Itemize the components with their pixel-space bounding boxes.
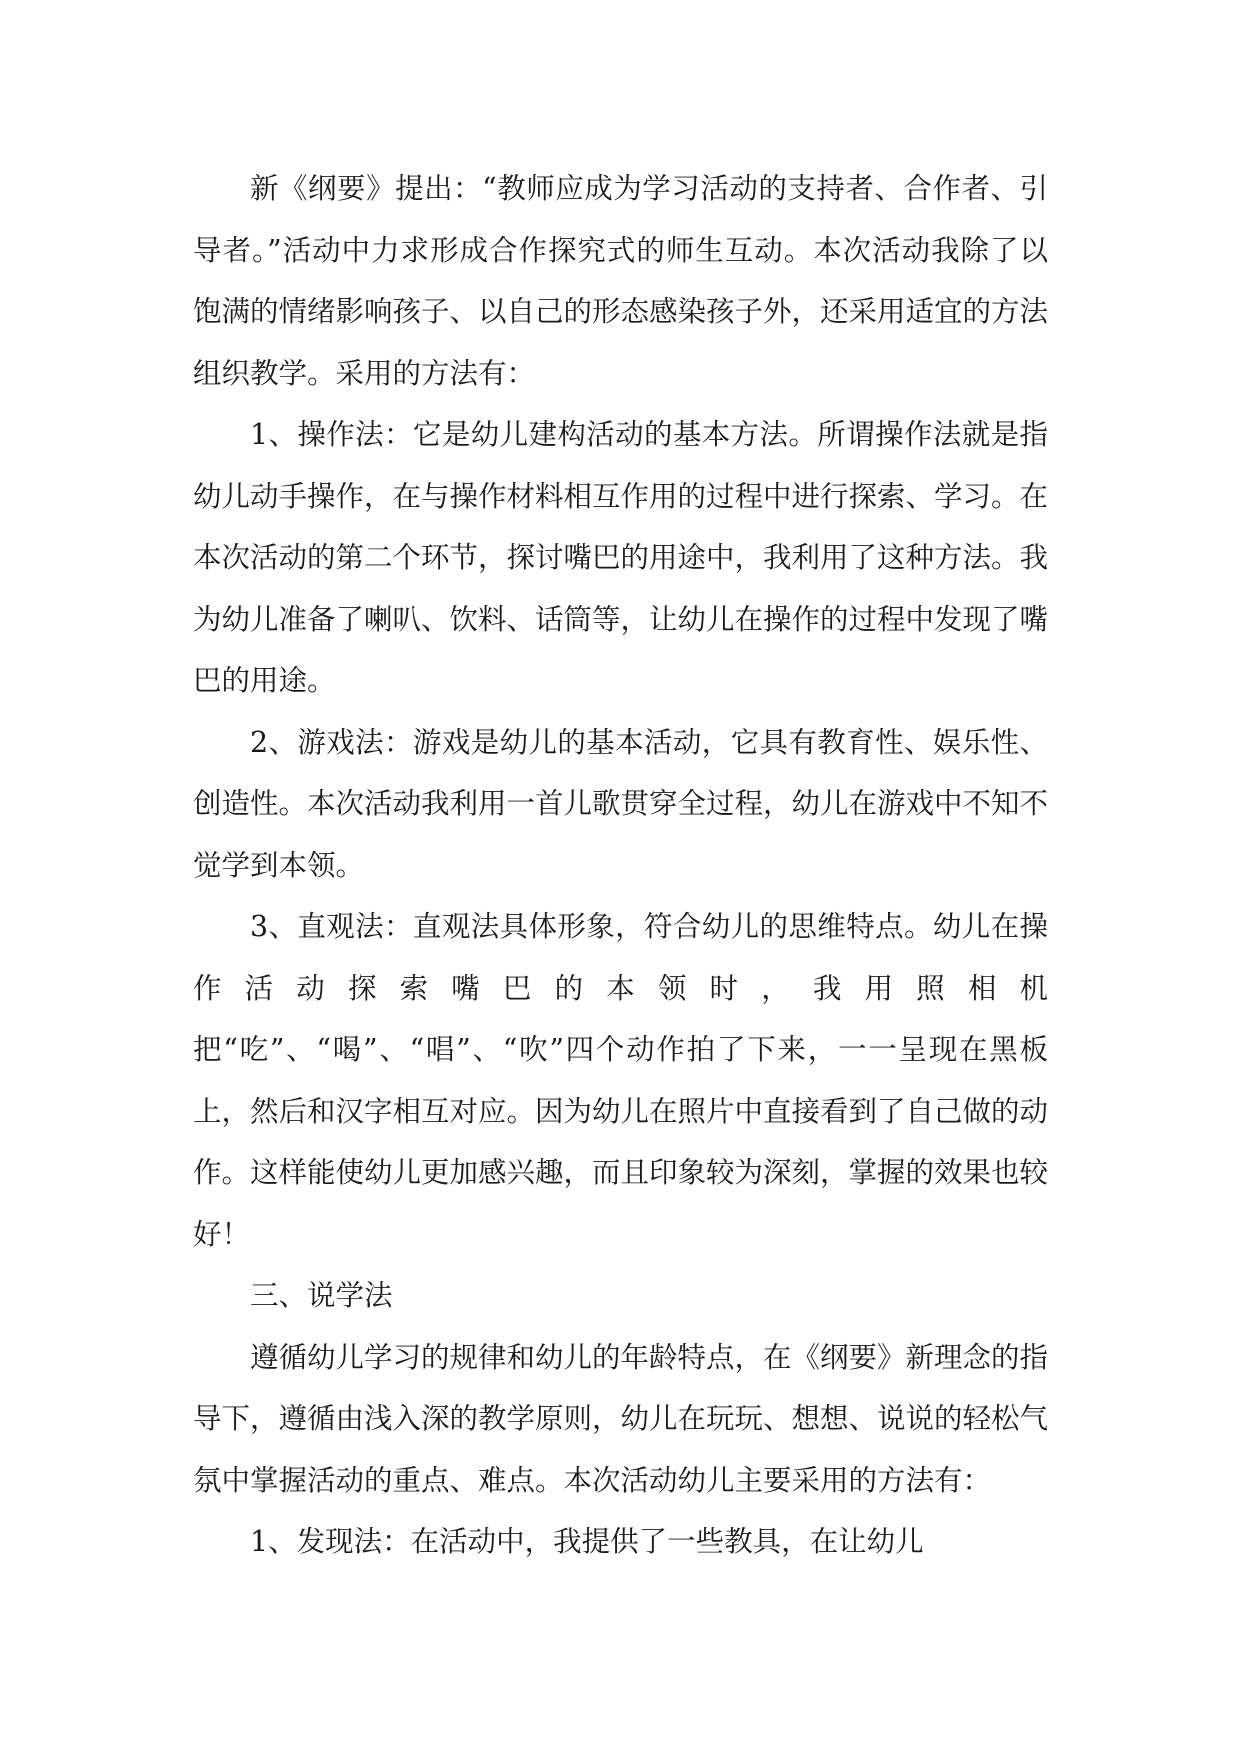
paragraph-intro: 新《纲要》提出：“教师应成为学习活动的支持者、合作者、引导者。”活动中力求形成合作探究式的师生互动。本次活动我除了以饱满的情绪影响孩子、以自己的形态感染孩子外，还采用适宜的方法组织教学。采用的方法有： (193, 172, 1049, 390)
paragraph-discovery-method: 1、发现法：在活动中，我提供了一些教具，在让幼儿 (250, 1525, 924, 1558)
paragraph-operation-method: 1、操作法：它是幼儿建构活动的基本方法。所谓操作法就是指幼儿动手操作，在与操作材料相互作用的过程中进行探索、学习。在本次活动的第二个环节，探讨嘴巴的用途中，我利用了这种方法。我为幼儿准备了喇叭、饮料、话筒等，让幼儿在操作的过程中发现了嘴巴的用途。 (193, 418, 1049, 697)
document-body (193, 158, 1048, 1573)
section-heading-learning-methods: 三、说学法 (250, 1279, 393, 1312)
paragraph-learning-intro: 遵循幼儿学习的规律和幼儿的年龄特点，在《纲要》新理念的指导下，遵循由浅入深的教学原则，幼儿在玩玩、想想、说说的轻松气氛中掌握活动的重点、难点。本次活动幼儿主要采用的方法有： (193, 1340, 1049, 1497)
paragraph-game-method: 2、游戏法：游戏是幼儿的基本活动，它具有教育性、娱乐性、创造性。本次活动我利用一首儿歌贯穿全过程，幼儿在游戏中不知不觉学到本领。 (193, 725, 1049, 882)
paragraph-visual-method: 3、直观法：直观法具体形象，符合幼儿的思维特点。幼儿在操作活动探索嘴巴的本领时，我用照相机把“吃”、“喝”、“唱”、“吹”四个动作拍了下来，一一呈现在黑板上，然后和汉字相互对应。因为幼儿在照片中直接看到了自己做的动作。这样能使幼儿更加感兴趣，而且印象较为深刻，掌握的效果也较好！ (193, 910, 1049, 1251)
